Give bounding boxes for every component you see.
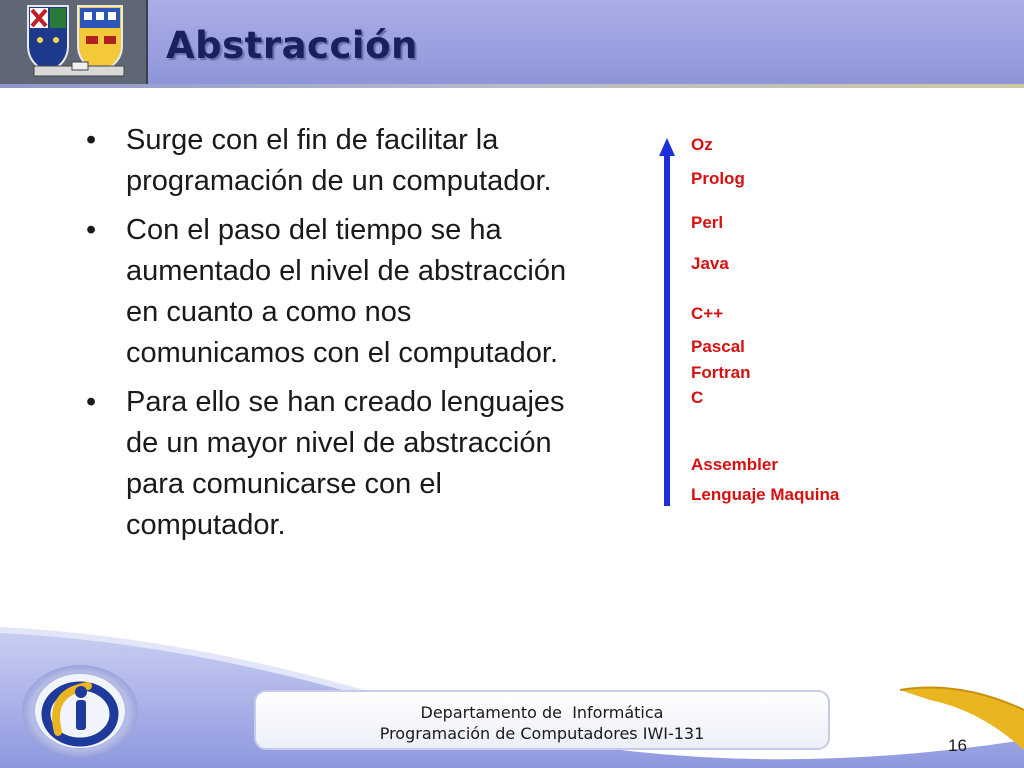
university-crest-icon <box>0 0 148 84</box>
bullet-marker: • <box>86 124 97 156</box>
page-number: 16 <box>948 736 967 755</box>
footer-department: Departamento de Informática <box>420 703 664 722</box>
footer-course: Programación de Computadores IWI-131 <box>379 724 705 743</box>
bullet-marker: • <box>86 214 97 246</box>
language-label: Perl <box>691 213 724 232</box>
bullet-text: Para ello se han creado lenguajes de un mayor nivel de abstracción para comunicarse con el computador. <box>126 386 565 541</box>
language-label: C++ <box>691 304 724 323</box>
header-divider <box>0 84 1024 88</box>
language-label: Prolog <box>691 169 745 188</box>
language-label: Assembler <box>691 455 778 474</box>
bullet-text: Surge con el fin de facilitar la programación de un computador. <box>126 124 552 197</box>
informatica-logo-icon <box>18 662 142 760</box>
bullet-marker: • <box>86 386 97 418</box>
abstraction-diagram <box>648 128 868 518</box>
language-label: Oz <box>691 135 713 154</box>
language-label: Java <box>691 254 729 273</box>
bullet-item <box>86 382 586 546</box>
footer-info-box <box>254 690 830 750</box>
language-label: C <box>691 388 704 407</box>
slide-title: Abstracción <box>166 24 418 67</box>
bullet-list <box>86 120 586 554</box>
language-label: Fortran <box>691 363 751 382</box>
header-bar <box>0 0 1024 84</box>
language-label: Pascal <box>691 337 745 356</box>
up-arrow-icon <box>648 128 678 518</box>
bullet-text: Con el paso del tiempo se ha aumentado el nivel de abstracción en cuanto a como nos comunicamos con el computador. <box>126 214 567 369</box>
bullet-item <box>86 120 586 202</box>
language-label: Lenguaje Maquina <box>691 485 840 504</box>
bullet-item <box>86 210 586 374</box>
